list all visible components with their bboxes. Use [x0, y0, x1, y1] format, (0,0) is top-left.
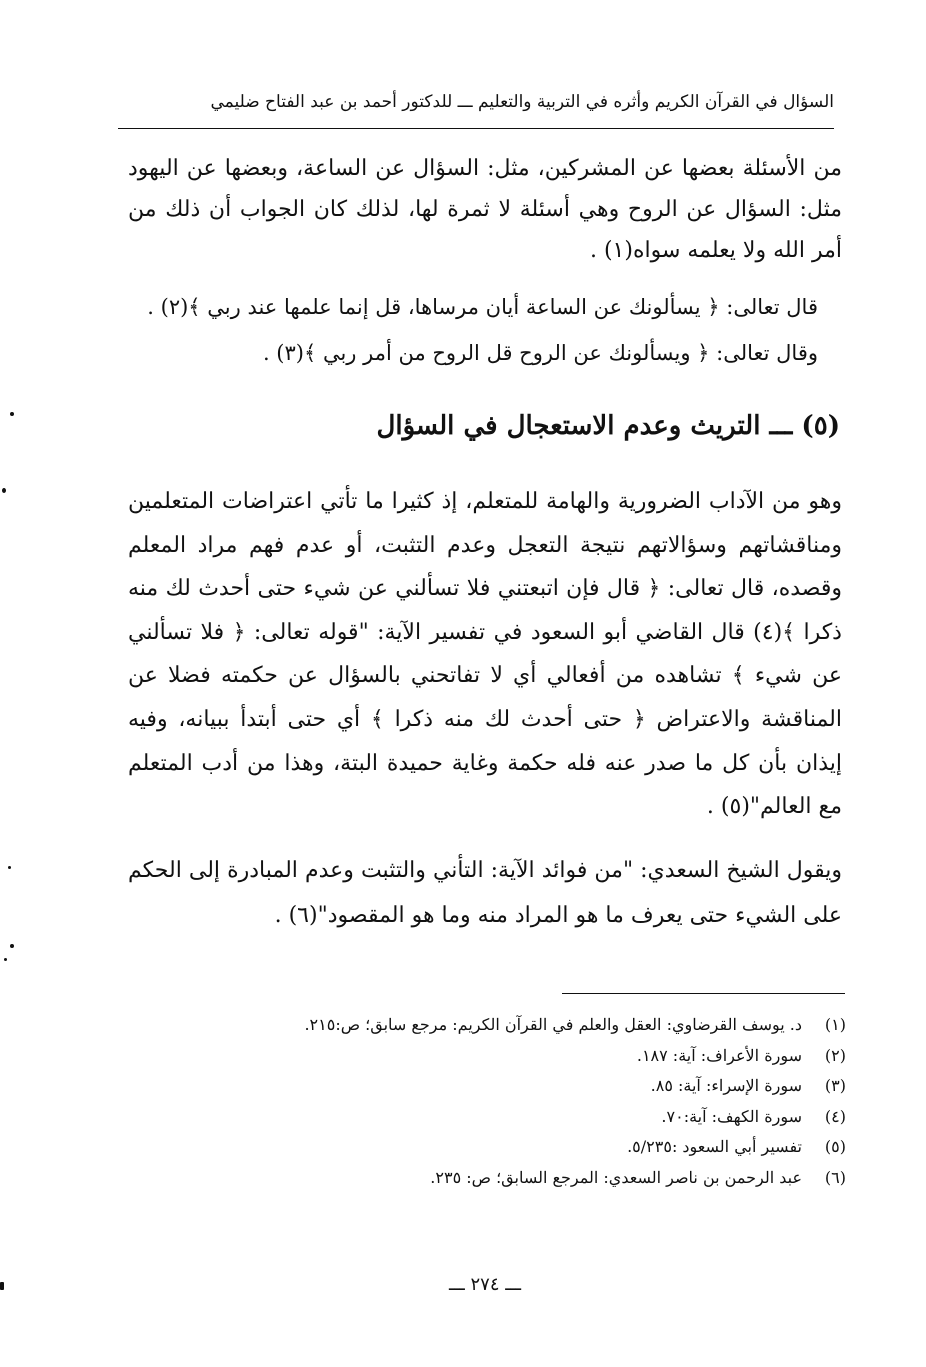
footnote-text: سورة الأعراف: آية: ١٨٧. — [636, 1045, 802, 1065]
quran-verse-2: وقال تعالى: ﴿ ويسألونك عن الروح قل الروح من أمر ربي ﴾(٣) . — [262, 341, 818, 365]
scan-speck — [0, 1282, 4, 1290]
paragraph-2: وهو من الآداب الضرورية والهامة للمتعلم، إذ كثيرا ما تأتي اعتراضات المتعلمين ومناقشاتهم وسؤالاتهم نتيجة التعجل وعدم التثبت، أو عدم فهم مراد المعلم وقصده، قال تعالى: ﴿ قال فإن اتبعتني فلا تسألني عن شيء حتى أحدث لك منه ذكرا ﴾(٤) قال القاضي أبو السعود في تفسير الآية: "قوله تعالى: ﴿ فلا تسألني عن شيء ﴾ تشاهده من أفعالي أي لا تفاتحني بالسؤال عن حكمته فضلا عن المناقشة والاعتراض ﴿ حتى أحدث لك منه ذكرا ﴾ أي حتى أبتدأ ببيانه، وفيه إيذان بأن كل ما صدر عنه فله حكمة وغاية حميدة البتة، وهذا من أدب المتعلم مع العالم"(٥) . — [128, 489, 842, 820]
page-number: ـــ ٢٧٤ ـــ — [448, 1274, 522, 1295]
section-heading: (٥) ـــ التريث وعدم الاستعجال في السؤال — [376, 411, 840, 441]
footnote-text: تفسير أبي السعود :٥/٢٣٥. — [627, 1137, 802, 1156]
footnotes-list — [146, 1010, 846, 1193]
footnote-item — [146, 1163, 846, 1194]
footnote-item — [146, 1041, 846, 1072]
footnote-text: د. يوسف القرضاوي: العقل والعلم في القرآن الكريم: مرجع سابق؛ ص:٢١٥. — [304, 1015, 802, 1034]
footnote-number: (٦) — [824, 1167, 846, 1187]
scan-speck — [10, 412, 14, 416]
footnote-number: (٢) — [824, 1045, 846, 1065]
scan-speck — [4, 958, 7, 961]
running-header: السؤال في القرآن الكريم وأثره في التربية والتعليم ـــ للدكتور أحمد بن عبد الفتاح ضليمي — [210, 92, 834, 112]
footnote-text: عبد الرحمن بن ناصر السعدي: المرجع السابق؛ ص: ٢٣٥. — [430, 1167, 802, 1187]
footnote-number: (٣) — [824, 1076, 846, 1095]
footnote-item — [146, 1010, 846, 1041]
paragraph-1: من الأسئلة بعضها عن المشركين، مثل: السؤال عن الساعة، وبعضها عن اليهود مثل: السؤال عن الروح وهي أسئلة لا ثمرة لها، لذلك كان الجواب أن ذلك من أمر الله ولا يعلمه سواه(١) . — [128, 156, 842, 263]
footnote-number: (٥) — [824, 1137, 846, 1156]
quran-verse-1: قال تعالى: ﴿ يسألونك عن الساعة أيان مرساها، قل إنما علمها عند ربي ﴾(٢) . — [147, 295, 818, 319]
scan-speck — [2, 488, 6, 493]
footnote-text: سورة الإسراء: آية: ٨٥. — [650, 1076, 802, 1095]
footnote-divider — [562, 993, 845, 994]
footnote-item — [146, 1132, 846, 1163]
header-divider — [118, 128, 834, 129]
scan-speck — [8, 866, 11, 869]
scan-speck — [10, 944, 14, 948]
footnote-text: سورة الكهف: آية:٧٠. — [661, 1106, 802, 1126]
footnote-number: (١) — [824, 1015, 846, 1034]
footnote-item — [146, 1102, 846, 1133]
footnote-number: (٤) — [824, 1106, 846, 1126]
paragraph-3: ويقول الشيخ السعدي: "من فوائد الآية: التأني والتثبت وعدم المبادرة إلى الحكم على الشيء حتى يعرف ما هو المراد منه وما هو المقصود"(٦) . — [128, 858, 842, 928]
footnote-item — [146, 1071, 846, 1102]
